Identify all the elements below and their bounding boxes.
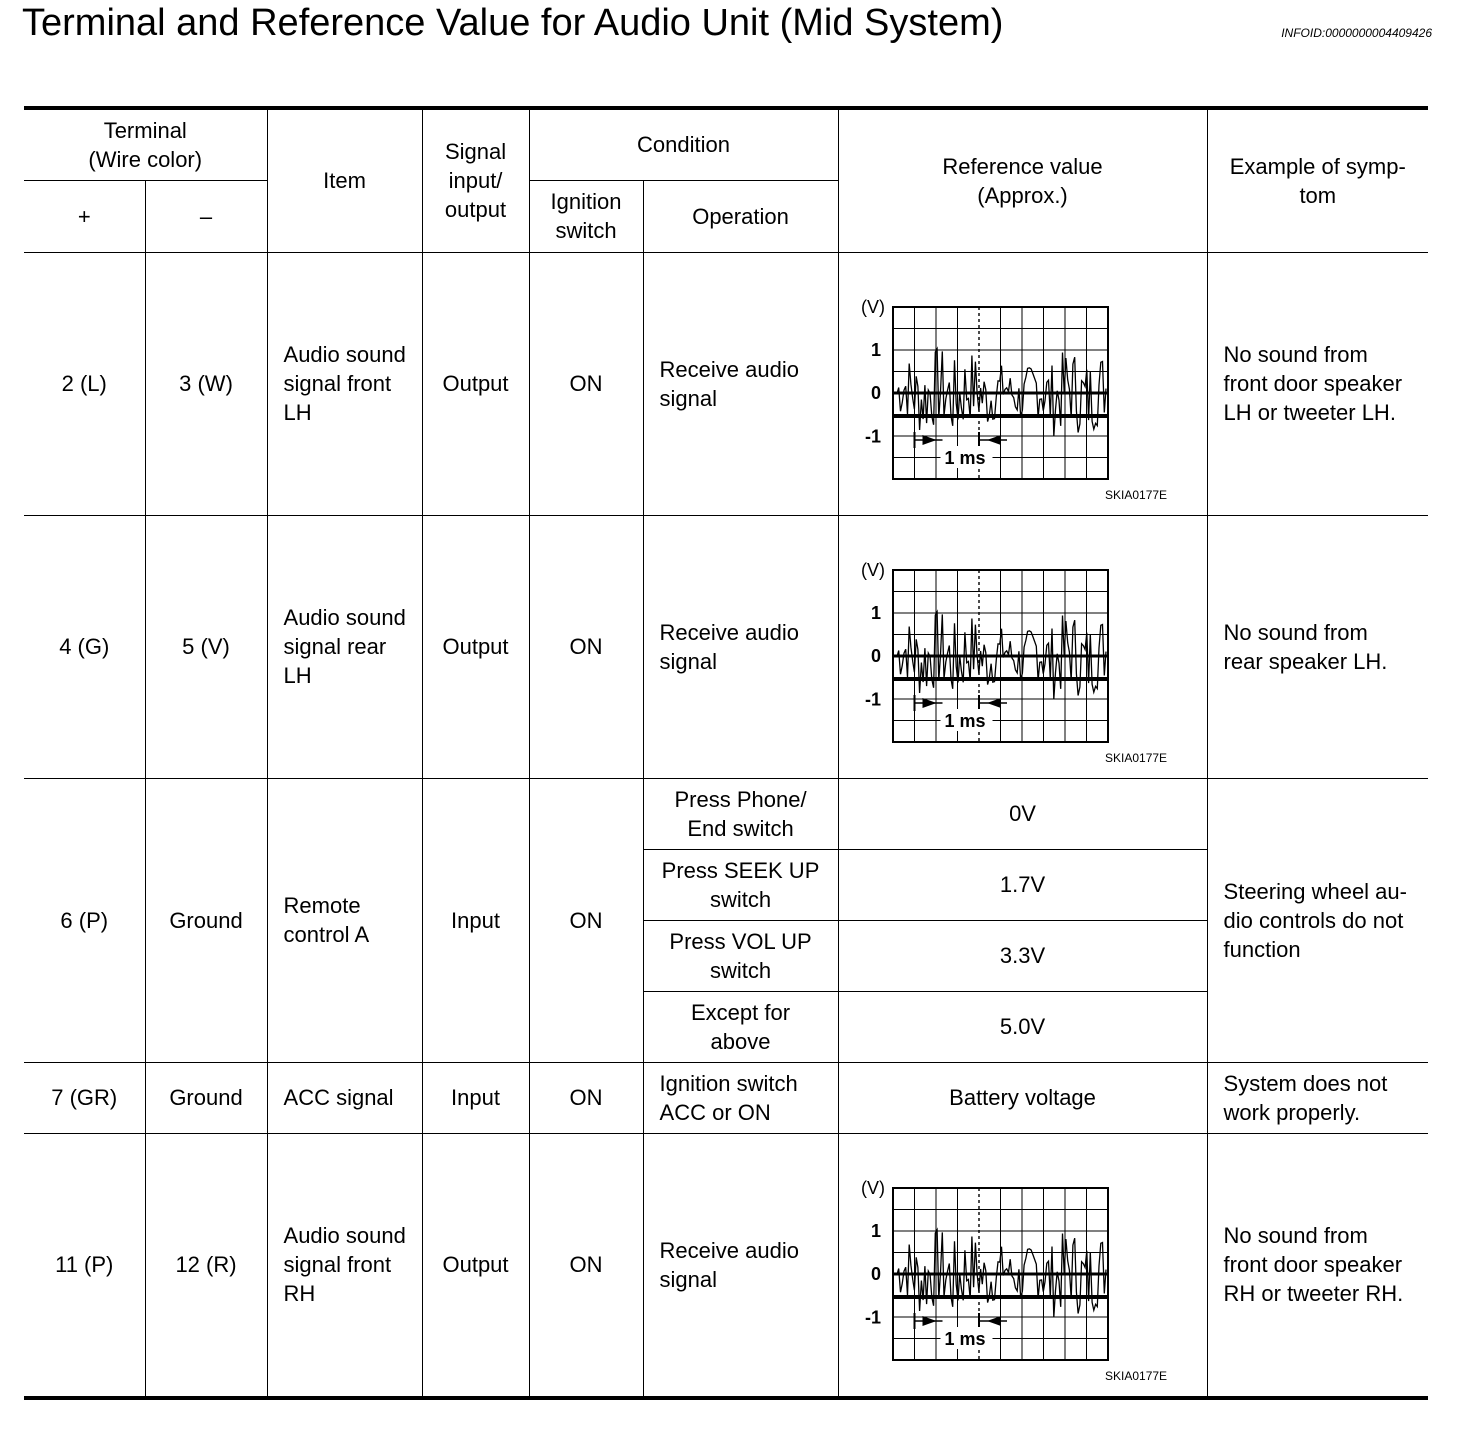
operation-cell: Ignition switch ACC or ON [643, 1062, 838, 1133]
y-tick-label: -1 [864, 1307, 881, 1327]
symptom-cell: Steering wheel au- dio controls do not function [1207, 778, 1428, 1062]
symptom-cell: No sound from front door speaker RH or tweeter RH. [1207, 1133, 1428, 1398]
reference-cell: 3.3V [838, 920, 1207, 991]
item-cell: Remote control A [267, 778, 422, 1062]
symptom-cell: System does not work properly. [1207, 1062, 1428, 1133]
unit-label: (V) [860, 1177, 885, 1198]
y-tick-label: 0 [870, 1263, 881, 1284]
ignition-cell: ON [529, 252, 643, 515]
reference-cell: 1.7V [838, 849, 1207, 920]
time-label: 1 ms [944, 1328, 986, 1349]
figure-id: SKIA0177E [1104, 750, 1167, 765]
item-cell: Audio sound signal rear LH [267, 515, 422, 778]
terminal-plus: 6 (P) [24, 778, 145, 1062]
item-cell: ACC signal [267, 1062, 422, 1133]
terminal-plus: 2 (L) [24, 252, 145, 515]
waveform-figure [839, 1134, 1208, 1396]
reference-waveform-cell [838, 515, 1207, 778]
ignition-cell: ON [529, 778, 643, 1062]
info-id: INFOID:0000000004409426 [1281, 26, 1432, 40]
reference-cell: 5.0V [838, 991, 1207, 1062]
y-tick-label: 1 [870, 1220, 881, 1241]
table-row [24, 252, 1428, 515]
y-tick-label: -1 [864, 426, 881, 446]
header-signal: Signal input/ output [422, 108, 529, 252]
operation-cell: Except for above [643, 991, 838, 1062]
reference-cell: Battery voltage [838, 1062, 1207, 1133]
header-reference: Reference value (Approx.) [838, 108, 1207, 252]
signal-cell: Output [422, 515, 529, 778]
terminal-minus: Ground [145, 778, 267, 1062]
y-tick-label: 0 [870, 645, 881, 666]
page-title: Terminal and Reference Value for Audio Unit (Mid System) [22, 2, 1004, 44]
header-operation: Operation [643, 180, 838, 252]
unit-label: (V) [860, 559, 885, 580]
reference-waveform-cell [838, 252, 1207, 515]
ignition-cell: ON [529, 1062, 643, 1133]
waveform-figure [839, 516, 1208, 778]
y-tick-label: 0 [870, 382, 881, 403]
header-ignition: Ignition switch [529, 180, 643, 252]
terminal-plus: 7 (GR) [24, 1062, 145, 1133]
symptom-cell: No sound from rear speaker LH. [1207, 515, 1428, 778]
table-row [24, 778, 1428, 849]
reference-waveform-cell [838, 1133, 1207, 1398]
reference-cell: 0V [838, 778, 1207, 849]
terminal-plus: 4 (G) [24, 515, 145, 778]
terminal-minus: 5 (V) [145, 515, 267, 778]
symptom-cell: No sound from front door speaker LH or tweeter LH. [1207, 252, 1428, 515]
operation-cell: Press VOL UP switch [643, 920, 838, 991]
time-label: 1 ms [944, 447, 986, 468]
figure-id: SKIA0177E [1104, 487, 1167, 502]
terminal-reference-table [24, 106, 1428, 1400]
header-symptom: Example of symp- tom [1207, 108, 1428, 252]
operation-cell: Receive audio signal [643, 252, 838, 515]
header-plus: + [24, 180, 145, 252]
operation-cell: Press SEEK UP switch [643, 849, 838, 920]
table-row [24, 515, 1428, 778]
y-tick-label: 1 [870, 602, 881, 623]
ignition-cell: ON [529, 1133, 643, 1398]
header-terminal: Terminal (Wire color) [24, 108, 267, 180]
terminal-plus: 11 (P) [24, 1133, 145, 1398]
operation-cell: Press Phone/ End switch [643, 778, 838, 849]
unit-label: (V) [860, 296, 885, 317]
ignition-cell: ON [529, 515, 643, 778]
item-cell: Audio sound signal front LH [267, 252, 422, 515]
item-cell: Audio sound signal front RH [267, 1133, 422, 1398]
signal-cell: Output [422, 1133, 529, 1398]
terminal-minus: 12 (R) [145, 1133, 267, 1398]
figure-id: SKIA0177E [1104, 1368, 1167, 1383]
signal-cell: Input [422, 1062, 529, 1133]
time-label: 1 ms [944, 710, 986, 731]
signal-cell: Output [422, 252, 529, 515]
terminal-minus: Ground [145, 1062, 267, 1133]
header-item: Item [267, 108, 422, 252]
operation-cell: Receive audio signal [643, 1133, 838, 1398]
operation-cell: Receive audio signal [643, 515, 838, 778]
table-row [24, 1062, 1428, 1133]
header-minus: – [145, 180, 267, 252]
signal-cell: Input [422, 778, 529, 1062]
y-tick-label: 1 [870, 339, 881, 360]
y-tick-label: -1 [864, 689, 881, 709]
header-condition: Condition [529, 108, 838, 180]
terminal-minus: 3 (W) [145, 252, 267, 515]
table-row [24, 1133, 1428, 1398]
waveform-figure [839, 253, 1208, 515]
